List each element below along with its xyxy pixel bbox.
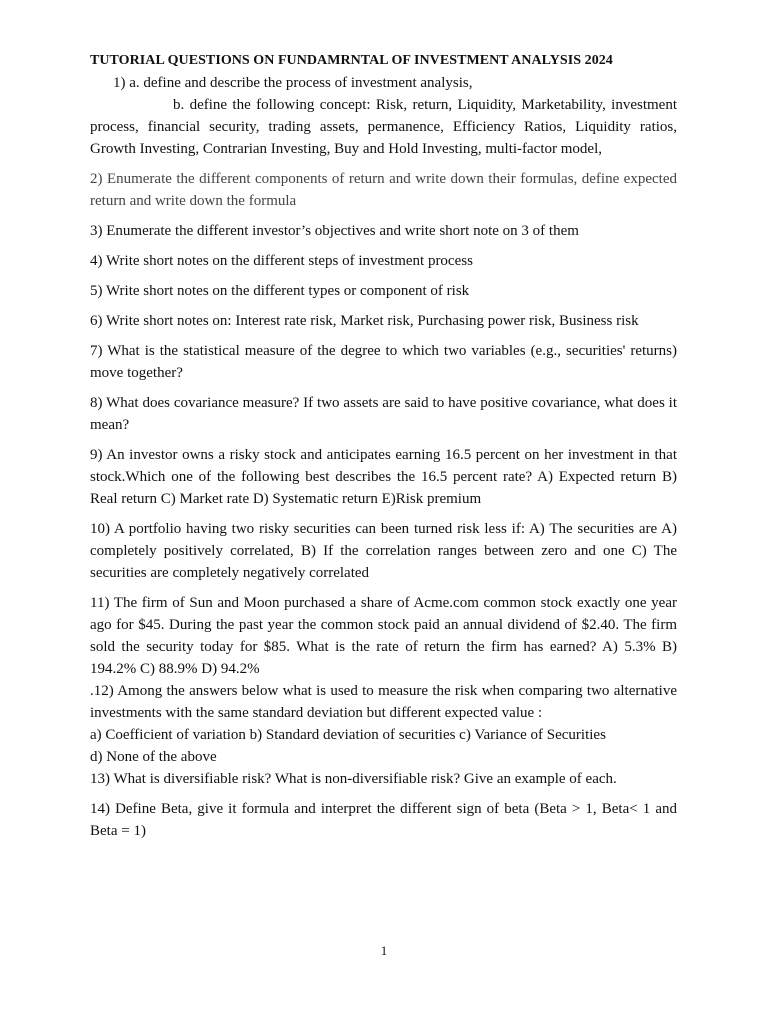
question-4: 4) Write short notes on the different steps of investment process xyxy=(90,253,473,269)
question-14: 14) Define Beta, give it formula and interpret the different sign of beta (Beta > 1, Beta< 1 and Beta = 1) xyxy=(90,801,677,839)
question-11: 11) The firm of Sun and Moon purchased a share of Acme.com common stock exactly one year ago for $45. During the past year the common stock paid an annual dividend of $2.40. The firm sold the security today for $85. What is the rate of return the firm has earned? A) 5.3% B) 194.2% C) 88.9% D) 94.2% xyxy=(90,595,677,677)
question-12-option-d: d) None of the above xyxy=(90,749,217,765)
question-3: 3) Enumerate the different investor’s objectives and write short note on 3 of them xyxy=(90,223,579,239)
question-7: 7) What is the statistical measure of the degree to which two variables (e.g., securities' returns) move together? xyxy=(90,343,677,381)
question-8: 8) What does covariance measure? If two assets are said to have positive covariance, what does it mean? xyxy=(90,395,677,433)
question-12: .12) Among the answers below what is used to measure the risk when comparing two alternative investments with the same standard deviation but different expected value : xyxy=(90,683,677,721)
question-1a: 1) a. define and describe the process of investment analysis, xyxy=(113,75,473,91)
question-13: 13) What is diversifiable risk? What is non-diversifiable risk? Give an example of each. xyxy=(90,771,617,787)
question-1b: b. define the following concept: Risk, return, Liquidity, Marketability, investment process, financial security, trading assets, permanence, Efficiency Ratios, Liquidity ratios, Growth Investing, Contrarian Investing, Buy and Hold Investing, multi-factor model, xyxy=(90,97,677,157)
page-number: 1 xyxy=(380,943,388,958)
question-2: 2) Enumerate the different components of return and write down their formulas, define expected return and write down the formula xyxy=(90,171,677,209)
question-9: 9) An investor owns a risky stock and anticipates earning 16.5 percent on her investment in that stock.Which one of the following best describes the 16.5 percent rate? A) Expected return B) Real return C) Market rate D) Systematic return E)Risk premium xyxy=(90,447,677,507)
document-page xyxy=(90,50,677,842)
question-10: 10) A portfolio having two risky securities can been turned risk less if: A) The securities are A) completely positively correlated, B) If the correlation ranges between zero and one C) The securities are completely negatively correlated xyxy=(90,521,677,581)
question-5: 5) Write short notes on the different types or component of risk xyxy=(90,283,470,299)
question-12-options-a-c: a) Coefficient of variation b) Standard deviation of securities c) Variance of Securities xyxy=(90,727,606,743)
document-title: TUTORIAL QUESTIONS ON FUNDAMRNTAL OF INVESTMENT ANALYSIS 2024 xyxy=(90,53,613,68)
question-6: 6) Write short notes on: Interest rate risk, Market risk, Purchasing power risk, Business risk xyxy=(90,313,639,329)
